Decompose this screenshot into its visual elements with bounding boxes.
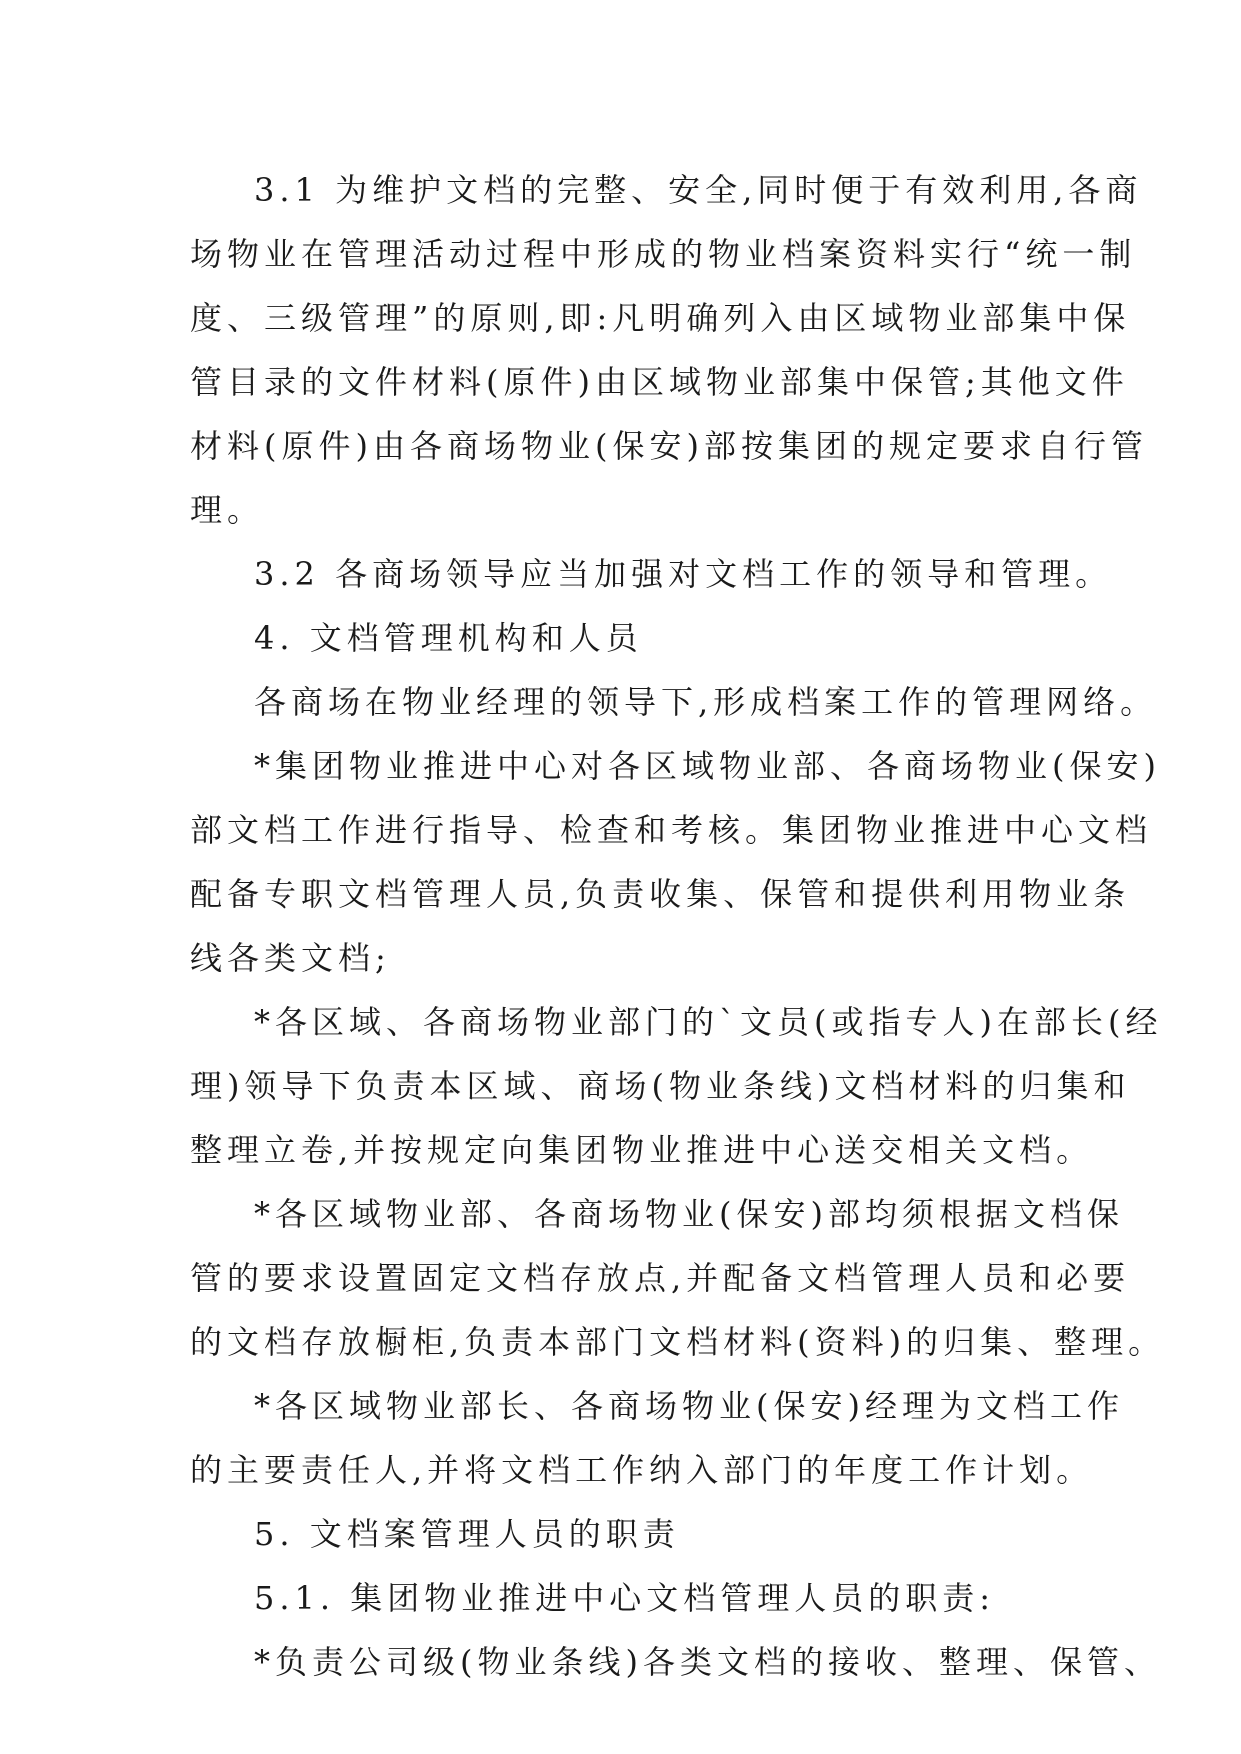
paragraph xyxy=(190,1374,1124,1502)
text-line: *各区域物业部、各商场物业(保安)部均须根据文档保 xyxy=(254,1195,1124,1233)
text-line: 场物业在管理活动过程中形成的物业档案资料实行“统一制 xyxy=(190,235,1137,273)
paragraph xyxy=(190,542,1113,606)
text-line: 理。 xyxy=(190,491,265,529)
text-line: 的主要责任人,并将文档工作纳入部门的年度工作计划。 xyxy=(190,1451,1094,1489)
text-line: 管目录的文件材料(原件)由区域物业部集中保管;其他文件 xyxy=(190,363,1129,401)
text-line: 线各类文档; xyxy=(190,939,391,977)
text-line: 管的要求设置固定文档存放点,并配备文档管理人员和必要 xyxy=(190,1259,1131,1297)
text-line: 4. 文档管理机构和人员 xyxy=(254,619,643,657)
text-line: 材料(原件)由各商场物业(保安)部按集团的规定要求自行管 xyxy=(190,427,1148,465)
paragraph xyxy=(190,1502,1060,1566)
text-line: 配备专职文档管理人员,负责收集、保管和提供利用物业条 xyxy=(190,875,1131,913)
text-line: 度、三级管理”的原则,即:凡明确列入由区域物业部集中保 xyxy=(190,299,1131,337)
paragraph xyxy=(190,158,1148,542)
text-line: *负责公司级(物业条线)各类文档的接收、整理、保管、 xyxy=(254,1643,1161,1681)
document-body xyxy=(190,158,1166,1694)
text-line: *集团物业推进中心对各区域物业部、各商场物业(保安) xyxy=(254,747,1161,785)
paragraph xyxy=(190,1566,1060,1630)
paragraph xyxy=(190,734,1161,990)
text-line: 部文档工作进行指导、检查和考核。集团物业推进中心文档 xyxy=(190,811,1153,849)
text-line: 3.1 为维护文档的完整、安全,同时便于有效利用,各商 xyxy=(254,171,1143,209)
paragraph xyxy=(190,1182,1166,1374)
text-line: 5. 文档案管理人员的职责 xyxy=(254,1515,680,1553)
paragraph xyxy=(190,990,1163,1182)
text-line: 3.2 各商场领导应当加强对文档工作的领导和管理。 xyxy=(254,555,1113,593)
text-line: 的文档存放橱柜,负责本部门文档材料(资料)的归集、整理。 xyxy=(190,1323,1166,1361)
text-line: 5.1. 集团物业推进中心文档管理人员的职责: xyxy=(254,1579,996,1617)
paragraph xyxy=(190,670,1158,734)
paragraph xyxy=(190,1630,1161,1694)
text-line: *各区域物业部长、各商场物业(保安)经理为文档工作 xyxy=(254,1387,1124,1425)
text-line: *各区域、各商场物业部门的`文员(或指专人)在部长(经 xyxy=(254,1003,1163,1041)
text-line: 各商场在物业经理的领导下,形成档案工作的管理网络。 xyxy=(254,683,1158,721)
text-line: 整理立卷,并按规定向集团物业推进中心送交相关文档。 xyxy=(190,1131,1094,1169)
paragraph xyxy=(190,606,1060,670)
text-line: 理)领导下负责本区域、商场(物业条线)文档材料的归集和 xyxy=(190,1067,1131,1105)
